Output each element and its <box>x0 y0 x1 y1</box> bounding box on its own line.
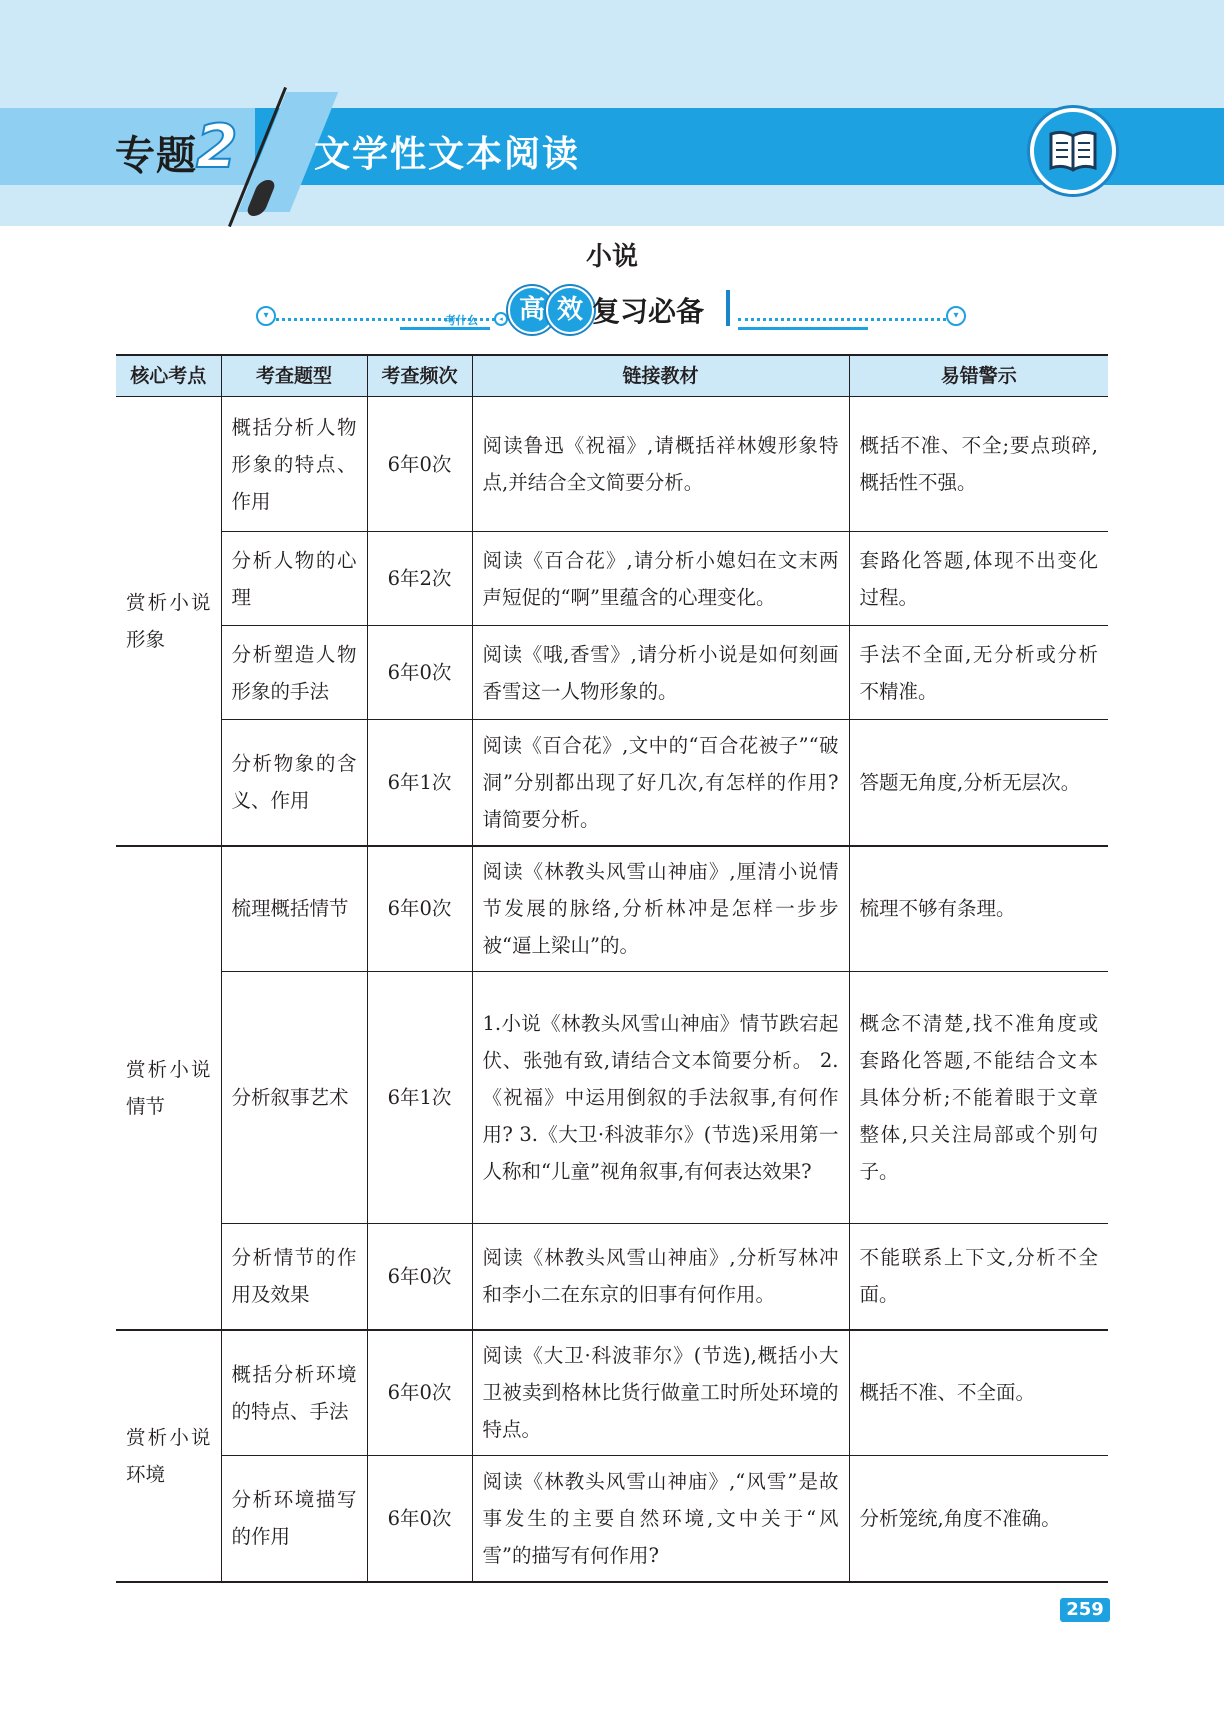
warning-cell: 套路化答题,体现不出变化过程。 <box>849 532 1108 626</box>
chevron-left-icon: ◂ <box>494 312 508 326</box>
table-header-row <box>116 355 1108 397</box>
table-row <box>116 532 1108 626</box>
chevron-down-icon: ▾ <box>256 306 276 326</box>
chevron-down-icon: ▾ <box>946 306 966 326</box>
freq-cell: 6年0次 <box>367 397 472 532</box>
banner-bubble-2: 效 <box>546 286 594 334</box>
table-row <box>116 1330 1108 1456</box>
book-icon <box>1030 108 1116 194</box>
freq-cell: 6年2次 <box>367 532 472 626</box>
table-row <box>116 626 1108 720</box>
warning-cell: 概括不准、不全;要点琐碎,概括性不强。 <box>849 397 1108 532</box>
warning-cell: 概括不准、不全面。 <box>849 1330 1108 1456</box>
warning-cell: 梳理不够有条理。 <box>849 846 1108 972</box>
banner-divider <box>726 290 730 326</box>
material-cell: 阅读《林教头风雪山神庙》,“风雪”是故事发生的主要自然环境,文中关于“风雪”的描写有何作用? <box>472 1456 849 1582</box>
table-row <box>116 720 1108 846</box>
header-textbook-link: 链接教材 <box>472 355 849 397</box>
freq-cell: 6年1次 <box>367 972 472 1224</box>
section-title: 小说 <box>585 242 638 272</box>
material-cell: 阅读鲁迅《祝福》,请概括祥林嫂形象特点,并结合全文简要分析。 <box>472 397 849 532</box>
freq-cell: 6年0次 <box>367 846 472 972</box>
material-cell: 阅读《大卫·科波菲尔》(节选),概括小大卫被卖到格林比货行做童工时所处环境的特点。 <box>472 1330 849 1456</box>
type-cell: 分析塑造人物形象的手法 <box>221 626 367 720</box>
header-question-type: 考查题型 <box>221 355 367 397</box>
table-row <box>116 397 1108 532</box>
category-cell: 赏析小说形象 <box>116 397 221 846</box>
freq-cell: 6年0次 <box>367 1224 472 1330</box>
warning-cell: 概念不清楚,找不准角度或套路化答题,不能结合文本具体分析;不能着眼于文章整体,只关注局部或个别句子。 <box>849 972 1108 1224</box>
type-cell: 概括分析环境的特点、手法 <box>221 1330 367 1456</box>
warning-cell: 手法不全面,无分析或分析不精准。 <box>849 626 1108 720</box>
header-warning: 易错警示 <box>849 355 1108 397</box>
freq-cell: 6年1次 <box>367 720 472 846</box>
banner-sub-label: 考什么 <box>445 314 478 327</box>
review-banner <box>250 284 974 334</box>
type-cell: 分析物象的含义、作用 <box>221 720 367 846</box>
category-cell: 赏析小说情节 <box>116 846 221 1330</box>
table-row <box>116 972 1108 1224</box>
material-cell: 阅读《林教头风雪山神庙》,厘清小说情节发展的脉络,分析林冲是怎样一步步被“逼上梁山”的。 <box>472 846 849 972</box>
freq-cell: 6年0次 <box>367 626 472 720</box>
banner-main-text: 复习必备 <box>592 295 705 328</box>
header-frequency: 考查频次 <box>367 355 472 397</box>
topic-label: 专题 <box>115 133 197 179</box>
topic-title: 文学性文本阅读 <box>314 134 581 175</box>
type-cell: 分析人物的心理 <box>221 532 367 626</box>
freq-cell: 6年0次 <box>367 1330 472 1456</box>
table-row <box>116 1224 1108 1330</box>
category-cell: 赏析小说环境 <box>116 1330 221 1582</box>
warning-cell: 不能联系上下文,分析不全面。 <box>849 1224 1108 1330</box>
banner-solid-line-right <box>738 327 868 330</box>
freq-cell: 6年0次 <box>367 1456 472 1582</box>
material-cell: 1.小说《林教头风雪山神庙》情节跌宕起伏、张弛有致,请结合文本简要分析。 2.《祝福》中运用倒叙的手法叙事,有何作用? 3.《大卫·科波菲尔》(节选)采用第一人称和“儿童”视角叙事,有何表达效果? <box>472 972 849 1224</box>
type-cell: 分析情节的作用及效果 <box>221 1224 367 1330</box>
table-row <box>116 1456 1108 1582</box>
warning-cell: 分析笼统,角度不准确。 <box>849 1456 1108 1582</box>
page-number: 259 <box>1060 1598 1110 1622</box>
material-cell: 阅读《哦,香雪》,请分析小说是如何刻画香雪这一人物形象的。 <box>472 626 849 720</box>
type-cell: 梳理概括情节 <box>221 846 367 972</box>
topic-number: 2 <box>196 112 238 182</box>
header-core-point: 核心考点 <box>116 355 221 397</box>
review-table <box>116 354 1108 1583</box>
type-cell: 分析环境描写的作用 <box>221 1456 367 1582</box>
warning-cell: 答题无角度,分析无层次。 <box>849 720 1108 846</box>
type-cell: 概括分析人物形象的特点、作用 <box>221 397 367 532</box>
banner-bubble-1: 高 <box>508 286 556 334</box>
material-cell: 阅读《百合花》,请分析小媳妇在文末两声短促的“啊”里蕴含的心理变化。 <box>472 532 849 626</box>
material-cell: 阅读《百合花》,文中的“百合花被子”“破洞”分别都出现了好几次,有怎样的作用?请简要分析。 <box>472 720 849 846</box>
banner-dotted-line-right <box>738 318 946 321</box>
type-cell: 分析叙事艺术 <box>221 972 367 1224</box>
material-cell: 阅读《林教头风雪山神庙》,分析写林冲和李小二在东京的旧事有何作用。 <box>472 1224 849 1330</box>
table-row <box>116 846 1108 972</box>
